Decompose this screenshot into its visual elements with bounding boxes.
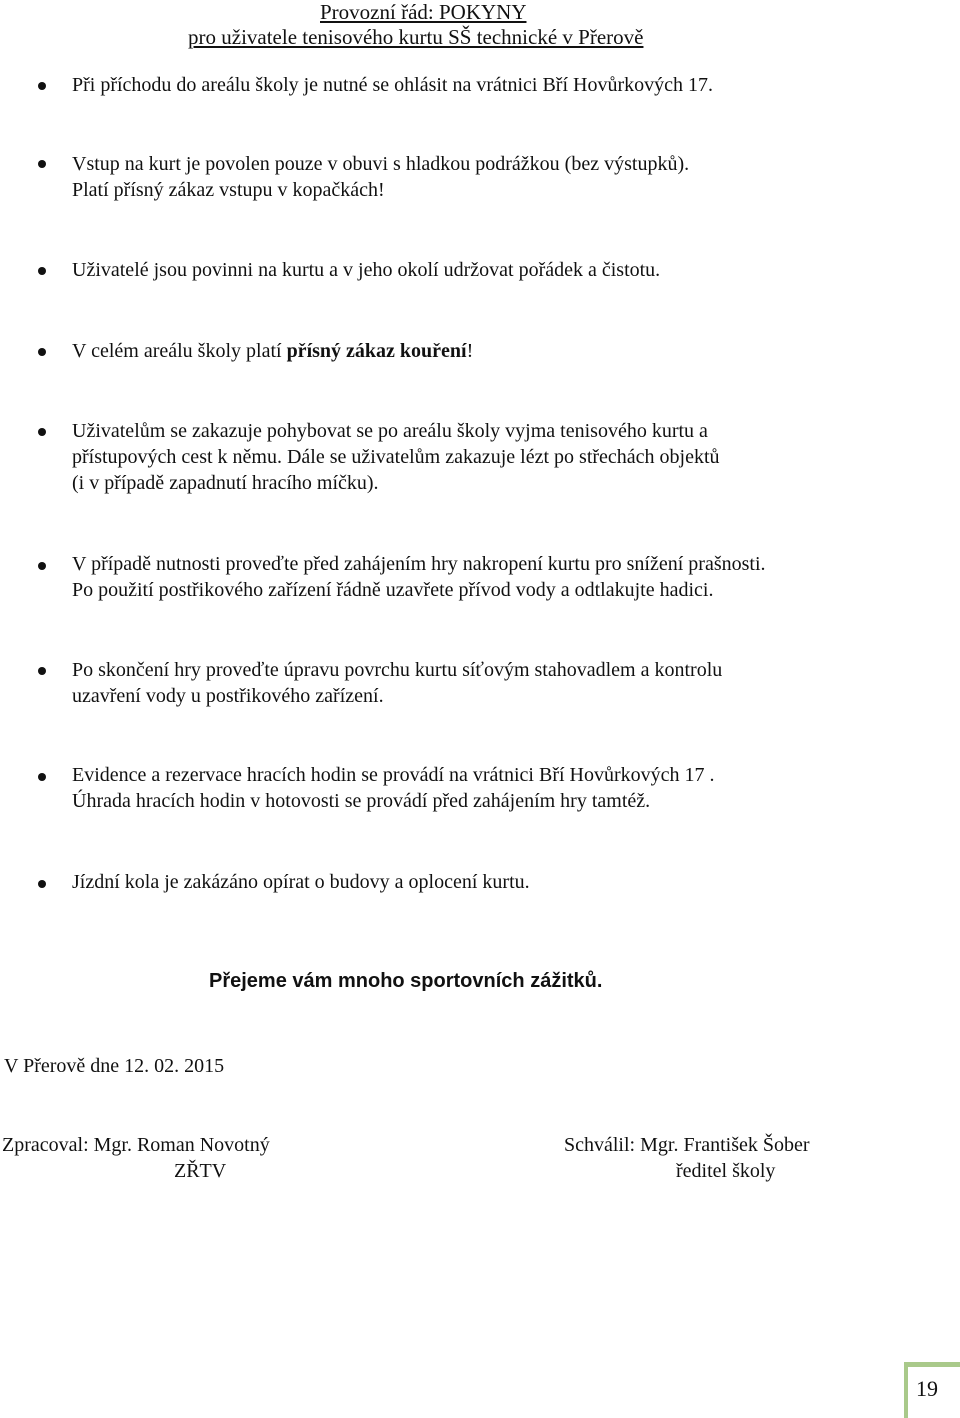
page-number-rule bbox=[904, 1362, 960, 1367]
rule-item-3 bbox=[72, 257, 660, 283]
rule-line: Platí přísný zákaz vstupu v kopačkách! bbox=[72, 179, 385, 201]
rule-item-6 bbox=[72, 551, 766, 603]
closing-greeting: Přejeme vám mnoho sportovních zážitků. bbox=[209, 970, 603, 992]
rule-line: Úhrada hracích hodin v hotovosti se provádí před zahájením hry tamtéž. bbox=[72, 790, 651, 812]
rule-line: uzavření vody u postřikového zařízení. bbox=[72, 685, 384, 707]
bullet-icon bbox=[38, 160, 46, 168]
rule-text: V celém areálu školy platí bbox=[72, 340, 287, 362]
bullet-icon bbox=[38, 880, 46, 888]
rule-text-suffix: ! bbox=[466, 340, 474, 362]
rule-line: Po skončení hry proveďte úpravu povrchu kurtu síťovým stahovadlem a kontrolu bbox=[72, 659, 723, 681]
document-date: V Přerově dne 12. 02. 2015 bbox=[4, 1055, 225, 1077]
rule-item-2 bbox=[72, 151, 689, 203]
rule-line: Po použití postřikového zařízení řádně uzavřete přívod vody a odtlakujte hadici. bbox=[72, 579, 714, 601]
rule-item-8 bbox=[72, 762, 715, 814]
rule-item-7 bbox=[72, 657, 722, 709]
rule-line: přístupových cest k němu. Dále se uživatelům zakazuje lézt po střechách objektů bbox=[72, 446, 720, 468]
rule-emphasis: přísný zákaz kouření bbox=[286, 340, 467, 362]
page-number: 19 bbox=[916, 1376, 938, 1401]
page-number-box bbox=[904, 1362, 960, 1418]
rule-line: Evidence a rezervace hracích hodin se provádí na vrátnici Bří Hovůrkových 17 . bbox=[72, 764, 715, 786]
bullet-icon bbox=[38, 562, 46, 570]
rule-line: Uživatelům se zakazuje pohybovat se po areálu školy vyjma tenisového kurtu a bbox=[72, 420, 708, 442]
bullet-icon bbox=[38, 773, 46, 781]
prepared-by: Zpracoval: Mgr. Roman Novotný bbox=[2, 1134, 270, 1156]
rule-line: Jízdní kola je zakázáno opírat o budovy a oplocení kurtu. bbox=[72, 871, 530, 893]
approved-by: Schválil: Mgr. František Šober bbox=[564, 1134, 810, 1156]
rule-line: V případě nutnosti proveďte před zahájením hry nakropení kurtu pro snížení prašnosti. bbox=[72, 553, 766, 575]
bullet-icon bbox=[38, 348, 46, 356]
rule-line: Vstup na kurt je povolen pouze v obuvi s hladkou podrážkou (bez výstupků). bbox=[72, 153, 690, 175]
rule-item-9 bbox=[72, 869, 530, 895]
page-number-side-rule bbox=[904, 1362, 908, 1418]
document-subtitle: pro uživatele tenisového kurtu SŠ technické v Přerově bbox=[188, 25, 644, 49]
rule-line: (i v případě zapadnutí hracího míčku). bbox=[72, 472, 379, 494]
bullet-icon bbox=[38, 667, 46, 675]
approved-by-role: ředitel školy bbox=[676, 1160, 776, 1182]
prepared-by-role: ZŘTV bbox=[174, 1160, 227, 1182]
document-title: Provozní řád: POKYNY bbox=[320, 0, 527, 24]
bullet-icon bbox=[38, 428, 46, 436]
bullet-icon bbox=[38, 267, 46, 275]
rule-item-5 bbox=[72, 418, 720, 496]
bullet-icon bbox=[38, 82, 46, 90]
rule-line: Při příchodu do areálu školy je nutné se ohlásit na vrátnici Bří Hovůrkových 17. bbox=[72, 74, 713, 96]
rule-item-1 bbox=[72, 72, 713, 98]
rule-item-4 bbox=[72, 338, 473, 364]
rule-line: Uživatelé jsou povinni na kurtu a v jeho okolí udržovat pořádek a čistotu. bbox=[72, 259, 661, 281]
